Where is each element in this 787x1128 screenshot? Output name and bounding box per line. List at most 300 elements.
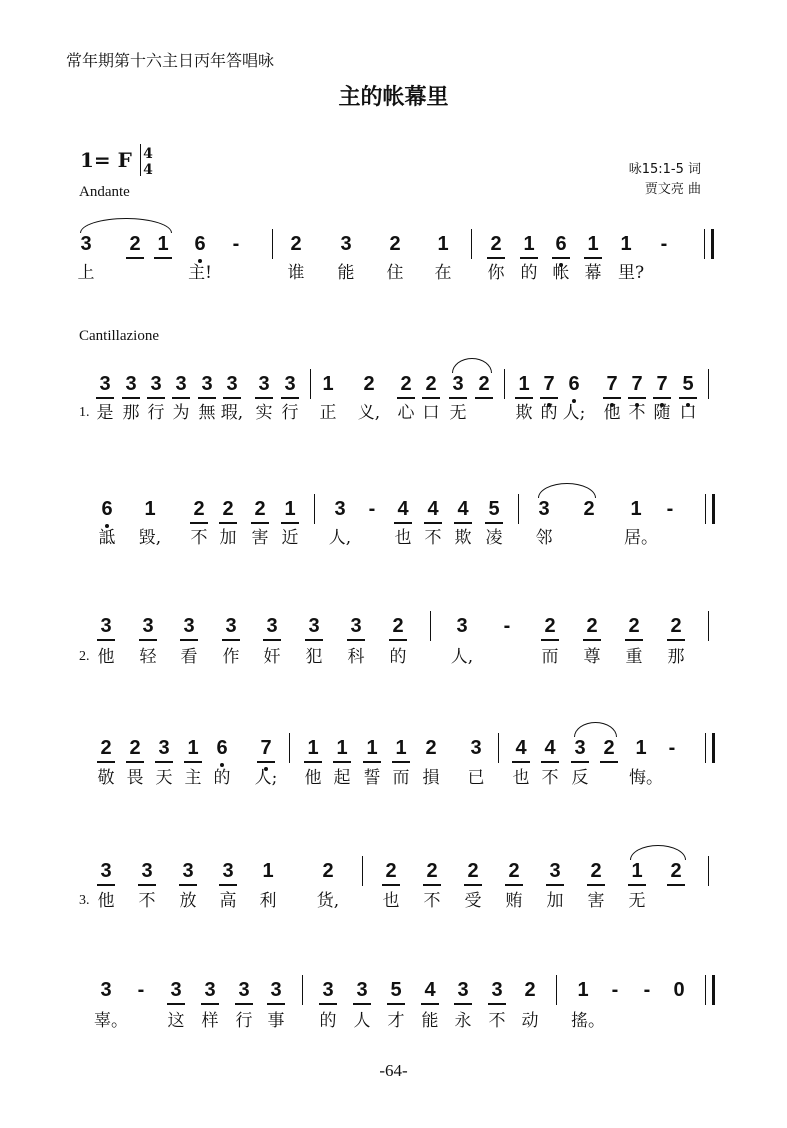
note: 6 [555,233,567,255]
lyric-syllable: 損 [422,768,440,788]
lyric-syllable: 科 [347,647,365,667]
slur [630,845,686,860]
final-barline [705,733,715,763]
underline [382,884,400,886]
note: 3 [284,373,296,395]
note: 3 [308,615,320,637]
underline [394,522,412,524]
lyric-syllable: 已 [467,768,485,788]
lyric-syllable: 能 [421,1011,439,1031]
lyric-syllable: 近 [281,528,299,548]
note: 2 [583,498,595,520]
underline [464,884,482,886]
note: 2 [222,498,234,520]
lyric-syllable: 的 [389,647,407,667]
note: 3 [470,737,482,759]
note: 2 [670,860,682,882]
underline [679,397,697,399]
lyric-syllable: 害 [251,528,269,548]
lyric-syllable: 辜。 [94,1011,128,1031]
barline [314,494,315,524]
note: 3 [225,615,237,637]
lyric-syllable: 样 [201,1011,219,1031]
lyric-syllable: 他 [97,647,115,667]
lyric-syllable: 在 [434,263,452,283]
note: 2 [129,737,141,759]
lyric-syllable: 不 [138,891,156,911]
lyric-syllable: 害 [587,891,605,911]
underline [255,397,273,399]
barline [471,229,472,259]
underline [487,257,505,259]
note: 2 [426,860,438,882]
lyric-syllable: 受 [464,891,482,911]
underline [392,761,410,763]
lyric-syllable: 居。 [624,528,658,548]
underline [126,761,144,763]
note: 1 [577,979,589,1001]
underline [263,639,281,641]
lyric-syllable: 的 [319,1011,337,1031]
lyric-syllable: 贿 [505,891,523,911]
lyric-syllable: 心 [397,403,415,423]
slur [80,218,172,233]
note: 2 [467,860,479,882]
lyric-syllable: 他 [97,891,115,911]
note: 1 [523,233,535,255]
note: - [611,979,619,1001]
time-signature [140,146,156,178]
underline [223,397,241,399]
note: 7 [631,373,643,395]
note: 1 [262,860,274,882]
note: - [232,233,240,255]
final-barline [704,229,714,259]
underline [97,761,115,763]
lyric-syllable: 无 [449,403,467,423]
note: 6 [194,233,206,255]
note: - [503,615,511,637]
barline [504,369,505,399]
lyric-syllable: 义, [357,403,381,423]
note: 2 [363,373,375,395]
lyric-syllable: 也 [394,528,412,548]
underline [139,639,157,641]
underline [625,639,643,641]
note: - [668,737,676,759]
note: 2 [603,737,615,759]
lyric-syllable: 而 [541,647,559,667]
underline [422,397,440,399]
note: 1 [587,233,599,255]
lyric-syllable: 尊 [583,647,601,667]
lyric-syllable: 反 [571,768,589,788]
lyric-syllable: 动 [521,1011,539,1031]
note: 1 [307,737,319,759]
underline [333,761,351,763]
underline [96,397,114,399]
underline [520,257,538,259]
underline [653,397,671,399]
note: 3 [150,373,162,395]
lyric-syllable: 的 [540,403,558,423]
note: 6 [101,498,113,520]
underline [122,397,140,399]
barline [310,369,311,399]
lyric-syllable: 凌 [485,528,503,548]
underline [515,397,533,399]
lyric-syllable: 人, [328,528,352,548]
lyric-syllable: 能 [337,263,355,283]
lyric-syllable: 为 [172,403,190,423]
lyric-syllable: 谁 [287,263,305,283]
note: 4 [457,498,469,520]
note: 2 [425,373,437,395]
underline [305,639,323,641]
note: 1 [322,373,334,395]
lyric-syllable: 实 [255,403,273,423]
note: 2 [544,615,556,637]
note: 2 [478,373,490,395]
lyric-syllable: 事 [267,1011,285,1031]
lyric-syllable: 也 [512,768,530,788]
barline [556,975,557,1005]
barline [272,229,273,259]
underline [540,397,558,399]
note: - [368,498,376,520]
note: 7 [543,373,555,395]
lyric-syllable: 人; [254,768,278,788]
note: 7 [606,373,618,395]
note: 3 [456,615,468,637]
credit-music: 贾文亮 曲 [644,182,701,197]
note: 3 [99,373,111,395]
lyric-syllable: 悔。 [629,768,663,788]
underline [363,761,381,763]
lyric-syllable: 他 [603,403,621,423]
note: 3 [204,979,216,1001]
note: 2 [100,737,112,759]
note: 3 [457,979,469,1001]
lyric-syllable: 人 [353,1011,371,1031]
underline [179,884,197,886]
verse-number: 1. [79,405,90,420]
lyric-syllable: 瑕, [220,403,244,423]
lyric-syllable: 作 [222,647,240,667]
lyric-syllable: 行 [281,403,299,423]
note: 1 [336,737,348,759]
note: 5 [390,979,402,1001]
note: 2 [586,615,598,637]
underline [172,397,190,399]
lyric-syllable: 不 [628,403,646,423]
lyric-syllable: 主! [188,263,212,283]
lyric-syllable: 人, [450,647,474,667]
note: 1 [620,233,632,255]
lyric-syllable: 货, [316,891,340,911]
lyric-syllable: 他 [304,768,322,788]
underline [449,397,467,399]
note: 3 [574,737,586,759]
lyric-syllable: 才 [387,1011,405,1031]
lyric-syllable: 重 [625,647,643,667]
underline [97,884,115,886]
note: 1 [187,737,199,759]
underline [198,397,216,399]
underline [552,257,570,259]
lyric-syllable: 里? [618,263,645,283]
note: 1 [437,233,449,255]
note: 4 [397,498,409,520]
barline [708,369,709,399]
slur [452,358,492,373]
note: 2 [490,233,502,255]
lyric-syllable: 的 [213,768,231,788]
note: 2 [129,233,141,255]
note: 3 [100,860,112,882]
lyric-syllable: 加 [219,528,237,548]
verse-number: 3. [79,893,90,908]
note: 3 [491,979,503,1001]
note: 3 [182,860,194,882]
key-signature: 1= F [80,148,132,172]
occasion-heading: 常年期第十六主日丙年答唱咏 [66,51,275,70]
note: 2 [590,860,602,882]
lyric-syllable: 无 [628,891,646,911]
barline [498,733,499,763]
note: 3 [226,373,238,395]
underline [546,884,564,886]
lyric-syllable: 口 [422,403,440,423]
note: 3 [452,373,464,395]
underline [347,639,365,641]
underline [257,761,275,763]
slur [574,722,617,737]
lyric-syllable: 而 [392,768,410,788]
note: 0 [673,979,685,1001]
underline [488,1003,506,1005]
verse-number: 2. [79,649,90,664]
time-signature-bottom: 4 [143,162,153,178]
note: 2 [392,615,404,637]
underline [154,257,172,259]
note: 5 [682,373,694,395]
lyric-syllable: 上 [77,263,95,283]
lyric-syllable: 住 [386,263,404,283]
underline [424,522,442,524]
lyric-syllable: 是 [96,403,114,423]
underline [454,522,472,524]
note: 3 [270,979,282,1001]
lyric-syllable: 帐 [552,263,570,283]
underline [138,884,156,886]
lyric-syllable: 主 [184,768,202,788]
lyric-syllable: 奸 [263,647,281,667]
page-number: -64- [379,1061,408,1080]
lyric-syllable: 欺 [454,528,472,548]
note: 3 [340,233,352,255]
note: 3 [222,860,234,882]
note: 3 [538,498,550,520]
lyric-syllable: 那 [667,647,685,667]
underline [251,522,269,524]
note: 4 [515,737,527,759]
lyric-syllable: 的 [520,263,538,283]
credits [629,160,701,200]
underline [281,397,299,399]
note: 3 [170,979,182,1001]
note: 3 [183,615,195,637]
underline [628,884,646,886]
underline [421,1003,439,1005]
lyric-syllable: 不 [541,768,559,788]
note: 4 [424,979,436,1001]
lyric-syllable: 人; [562,403,586,423]
note: - [666,498,674,520]
time-signature-top: 4 [143,146,153,162]
note: 2 [254,498,266,520]
note: 3 [350,615,362,637]
note: 3 [238,979,250,1001]
note: 1 [631,860,643,882]
note: 6 [568,373,580,395]
note: 6 [216,737,228,759]
note: - [643,979,651,1001]
lyric-syllable: 这 [167,1011,185,1031]
credit-words: 咏15:1-5 词 [628,162,701,177]
note: 2 [389,233,401,255]
final-barline [705,975,715,1005]
note: 3 [141,860,153,882]
underline [180,639,198,641]
barline [362,856,363,886]
note: 3 [322,979,334,1001]
note: 4 [427,498,439,520]
lyric-syllable: 行 [147,403,165,423]
underline [201,1003,219,1005]
underline [628,397,646,399]
tempo-refrain: Andante [79,184,130,200]
barline [302,975,303,1005]
note: 2 [508,860,520,882]
underline [587,884,605,886]
lyric-syllable: 永 [454,1011,472,1031]
note: 1 [518,373,530,395]
underline [603,397,621,399]
underline [454,1003,472,1005]
note: 3 [266,615,278,637]
note: 2 [400,373,412,395]
lyric-syllable: 無 [198,403,216,423]
underline [190,522,208,524]
note: 2 [628,615,640,637]
underline [97,639,115,641]
note: 2 [425,737,437,759]
underline [475,397,493,399]
note: 2 [193,498,205,520]
lyric-syllable: 天 [155,768,173,788]
underline [387,1003,405,1005]
note: 3 [201,373,213,395]
underline [184,761,202,763]
note: 3 [142,615,154,637]
lyric-syllable: 口 [679,403,697,423]
lyric-syllable: 轻 [139,647,157,667]
underline [389,639,407,641]
barline [430,611,431,641]
underline [667,639,685,641]
lyric-syllable: 加 [546,891,564,911]
barline [708,611,709,641]
lyric-syllable: 畏 [126,768,144,788]
lyric-syllable: 不 [190,528,208,548]
barline [708,856,709,886]
lyric-syllable: 看 [180,647,198,667]
note: 3 [549,860,561,882]
underline [126,257,144,259]
lyric-syllable: 詆 [98,528,116,548]
underline [584,257,602,259]
underline [571,761,589,763]
lyric-syllable: 放 [179,891,197,911]
underline [147,397,165,399]
note: 3 [100,979,112,1001]
lyric-syllable: 欺 [515,403,533,423]
lyric-syllable: 幕 [584,263,602,283]
underline [541,639,559,641]
underline [485,522,503,524]
underline [219,522,237,524]
slur [538,483,596,498]
note: 3 [356,979,368,1001]
underline [222,639,240,641]
underline [512,761,530,763]
underline [423,884,441,886]
lyric-syllable: 也 [382,891,400,911]
note: 3 [100,615,112,637]
note: 2 [290,233,302,255]
note: 1 [395,737,407,759]
lyric-syllable: 邻 [535,528,553,548]
underline [304,761,322,763]
lyric-syllable: 起 [333,768,351,788]
lyric-syllable: 随 [653,403,671,423]
underline [155,761,173,763]
lyric-syllable: 犯 [305,647,323,667]
lyric-syllable: 行 [235,1011,253,1031]
underline [281,522,299,524]
underline [319,1003,337,1005]
note: 3 [258,373,270,395]
note: 3 [175,373,187,395]
underline [541,761,559,763]
note: 5 [488,498,500,520]
note: - [137,979,145,1001]
note: 3 [80,233,92,255]
underline [219,884,237,886]
note: 2 [322,860,334,882]
note: 7 [656,373,668,395]
note: 1 [284,498,296,520]
note: 1 [366,737,378,759]
lyric-syllable: 不 [424,528,442,548]
note: 1 [144,498,156,520]
note: 3 [158,737,170,759]
underline [167,1003,185,1005]
lyric-syllable: 不 [423,891,441,911]
lyric-syllable: 利 [259,891,277,911]
underline [235,1003,253,1005]
